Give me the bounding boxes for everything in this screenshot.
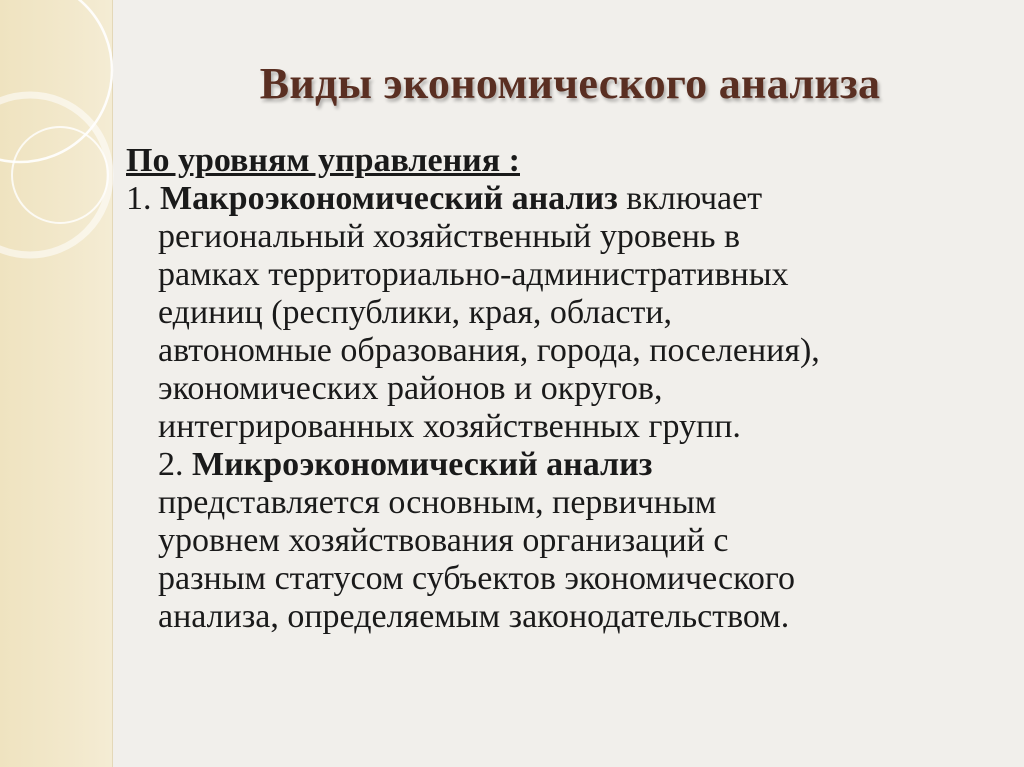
- item-number: 1.: [126, 180, 160, 217]
- item-text-line: региональный хозяйственный уровень в: [158, 218, 741, 255]
- item-text-line: автономные образования, города, поселения),: [158, 332, 820, 369]
- item-text-line: единиц (республики, края, области,: [158, 294, 673, 331]
- item-number: 2.: [158, 446, 192, 483]
- slide-body: [126, 142, 1006, 636]
- slide-title: Виды экономического анализа: [259, 59, 881, 108]
- item-text-line: представляется основным, первичным: [158, 484, 717, 521]
- item-term: Макроэкономический анализ: [160, 180, 618, 217]
- item-text-line: включает: [617, 180, 763, 217]
- list-item-micro: [126, 446, 1006, 636]
- item-text-line: экономических районов и округов,: [158, 370, 663, 407]
- item-term: Микроэкономический анализ: [192, 446, 653, 483]
- item-text-line: уровнем хозяйствования организаций с: [158, 522, 729, 559]
- item-text-line: анализа, определяемым законодательством.: [158, 598, 790, 635]
- item-text-line: разным статусом субъектов экономического: [158, 560, 796, 597]
- section-subheading: По уровням управления :: [126, 142, 520, 179]
- item-text-line: рамках территориально-административных: [158, 256, 789, 293]
- list-item-macro: [126, 180, 1006, 446]
- item-text-line: интегрированных хозяйственных групп.: [158, 408, 741, 445]
